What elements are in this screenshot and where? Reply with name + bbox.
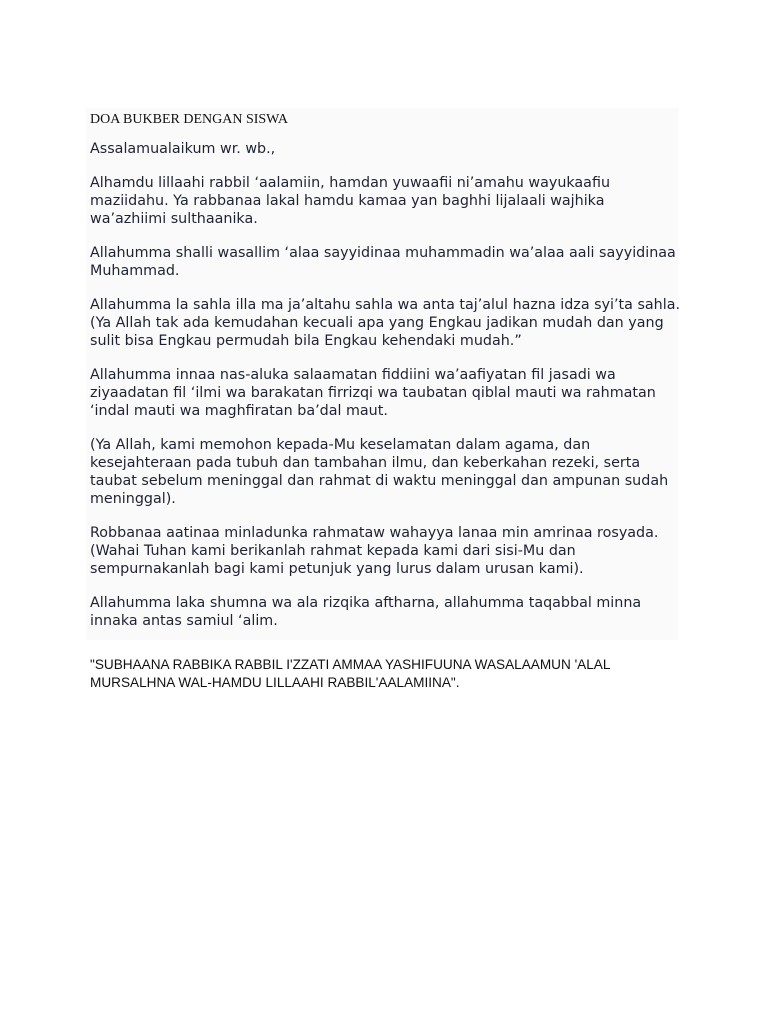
closing-prayer: "SUBHAANA RABBIKA RABBIL I'ZZATI AMMAA YASHIFUUNA WASALAAMUN 'ALAL MURSALHNA WAL-HAMDU LILLAAHI RABBIL'AALAMIINA". [90, 657, 610, 690]
paragraph-shalawat: Allahumma shalli wasallim ‘alaa sayyidinaa muhammadin wa’alaa aali sayyidinaa Muhammad. [90, 245, 676, 279]
paragraph-greeting: Assalamualaikum wr. wb., [90, 141, 276, 157]
document-body [90, 108, 680, 630]
paragraph-doa-rahmat: Robbanaa aatinaa minladunka rahmataw wahayya lanaa min amrinaa rosyada. (Wahai Tuhan kami berikanlah rahmat kepada kami dari sisi-Mu dan sempurnakanlah bagi kami petunjuk yang lurus dalam urusan kami). [90, 525, 659, 577]
paragraph-hamdalah: Alhamdu lillaahi rabbil ‘aalamiin, hamdan yuwaafii ni’amahu wayukaafiu maziidahu. Ya rabbanaa lakal hamdu kamaa yan baghhi lijalaali wajhika wa’azhiimi sulthaanika. [90, 175, 611, 227]
paragraph-doa-berbuka: Allahumma laka shumna wa ala rizqika aftharna, allahumma taqabbal minna innaka antas samiul ‘alim. [90, 595, 642, 629]
document-title: DOA BUKBER DENGAN SISWA [90, 112, 288, 127]
paragraph-doa-kemudahan: Allahumma la sahla illa ma ja’altahu sahla wa anta taj’alul hazna idza syi’ta sahla.(Ya Allah tak ada kemudahan kecuali apa yang Engkau jadikan mudah dan yang sulit bisa Engkau permudah bila Engkau kehendaki mudah.” [90, 297, 681, 349]
paragraph-doa-keselamatan: Allahumma innaa nas-aluka salaamatan fiddiini wa’aafiyatan fil jasadi wa ziyaadatan fil ‘ilmi wa barakatan firrizqi wa taubatan qiblal mauti wa rahmatan ‘indal mauti wa maghfiratan ba’dal maut. [90, 367, 656, 419]
paragraph-terjemahan-keselamatan: (Ya Allah, kami memohon kepada-Mu keselamatan dalam agama, dan kesejahteraan pada tubuh dan tambahan ilmu, dan keberkahan rezeki, serta taubat sebelum meninggal dan rahmat di waktu meninggal dan ampunan sudah meninggal). [90, 437, 669, 507]
